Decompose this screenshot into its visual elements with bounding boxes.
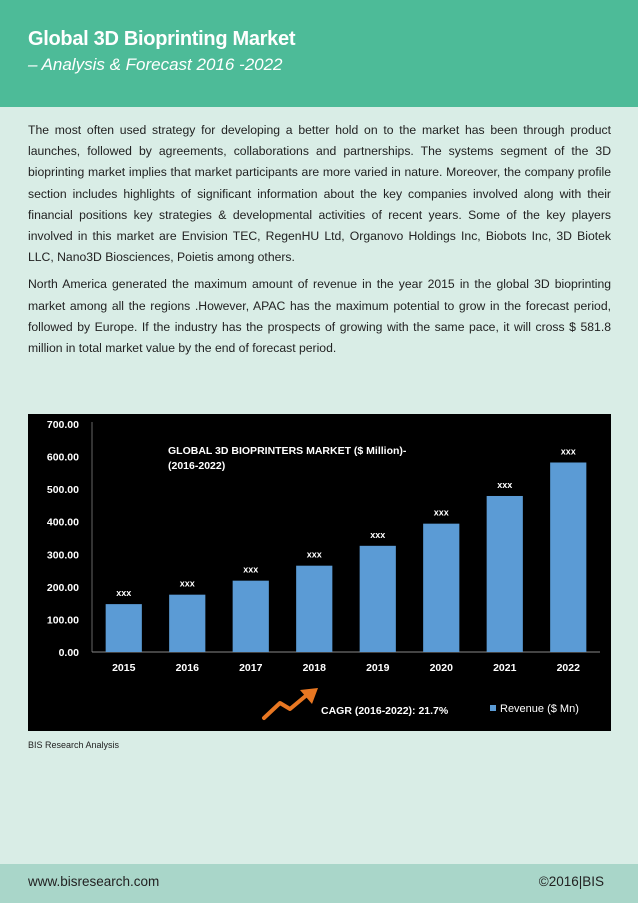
x-axis-labels	[112, 662, 580, 674]
bar-2021	[487, 496, 523, 652]
legend-swatch	[490, 705, 496, 711]
chart-subtitle: (2016-2022)	[168, 460, 226, 472]
bar-2017	[233, 581, 269, 652]
x-tick-label: 2015	[112, 662, 136, 674]
x-tick-label: 2021	[493, 662, 517, 674]
chart-svg	[28, 414, 611, 731]
x-tick-label: 2017	[239, 662, 263, 674]
source-caption: BIS Research Analysis	[28, 740, 120, 750]
y-tick-label: 400.00	[46, 516, 79, 529]
header-banner	[0, 0, 638, 107]
y-tick-label: 600.00	[46, 451, 79, 464]
y-tick-label: 500.00	[46, 484, 79, 497]
y-tick-label: 100.00	[46, 614, 79, 627]
bar-2015	[106, 604, 142, 652]
y-tick-label: 300.00	[46, 549, 79, 562]
page-title: Global 3D Bioprinting Market	[28, 28, 296, 50]
footer	[0, 864, 638, 903]
y-tick-label: 700.00	[46, 419, 79, 431]
bars	[106, 446, 587, 652]
footer-url[interactable]: www.bisresearch.com	[28, 874, 160, 889]
y-axis	[47, 419, 79, 659]
bar-data-label: xxx	[370, 529, 386, 540]
x-tick-label: 2020	[429, 662, 453, 674]
chart-title: GLOBAL 3D BIOPRINTERS MARKET ($ Million)-	[168, 445, 407, 457]
x-tick-label: 2018	[302, 662, 326, 674]
bar-data-label: xxx	[306, 549, 322, 560]
footer-copyright: ©2016|BIS	[538, 874, 604, 889]
page-subtitle: – Analysis & Forecast 2016 -2022	[28, 55, 283, 74]
x-tick-label: 2019	[366, 662, 390, 674]
bar-data-label: xxx	[433, 507, 449, 518]
y-tick-label: 200.00	[46, 581, 79, 594]
bar-data-label: xxx	[560, 446, 576, 457]
cagr-annotation: CAGR (2016-2022): 21.7%	[321, 705, 449, 717]
x-tick-label: 2022	[556, 662, 580, 674]
bar-2019	[360, 546, 396, 652]
bar-2018	[296, 566, 332, 652]
body-text	[28, 120, 611, 365]
bar-data-label: xxx	[243, 564, 259, 575]
x-tick-label: 2016	[175, 662, 199, 674]
revenue-bar-chart	[28, 414, 611, 731]
bar-data-label: xxx	[116, 588, 132, 599]
bar-2022	[550, 462, 586, 652]
bar-2020	[423, 524, 459, 652]
bar-data-label: xxx	[179, 578, 195, 589]
bar-data-label: xxx	[497, 479, 513, 490]
y-tick-label: 0.00	[58, 647, 79, 659]
cagr-arrow-icon	[264, 694, 308, 718]
paragraph-2: North America generated the maximum amount of revenue in the year 2015 in the global 3D bioprinting market among all the regions .However, APAC has the maximum potential to grow in the forecast period, followed by Europe. If the industry has the prospects of growing with the same pace, it will cross $ 581.8 million in total market value by the end of forecast period.	[28, 277, 611, 356]
bar-2016	[169, 595, 205, 652]
legend-label: Revenue ($ Mn)	[500, 703, 579, 715]
paragraph-1: The most often used strategy for developing a better hold on to the market has been through product launches, followed by agreements, collaborations and partnerships. The systems segment of the 3D bioprinting market implies that market participants are more varied in nature. Moreover, the company profile section includes highlights of significant information about the key companies involved along with their financial positions key strategies & developmental activities of recent years. Some of the key players involved in this market are Envision TEC, RegenHU Ltd, Organovo Holdings Inc, Biobots Inc, 3D Biotek LLC, Nano3D Biosciences, Poietis among others.	[28, 123, 611, 265]
